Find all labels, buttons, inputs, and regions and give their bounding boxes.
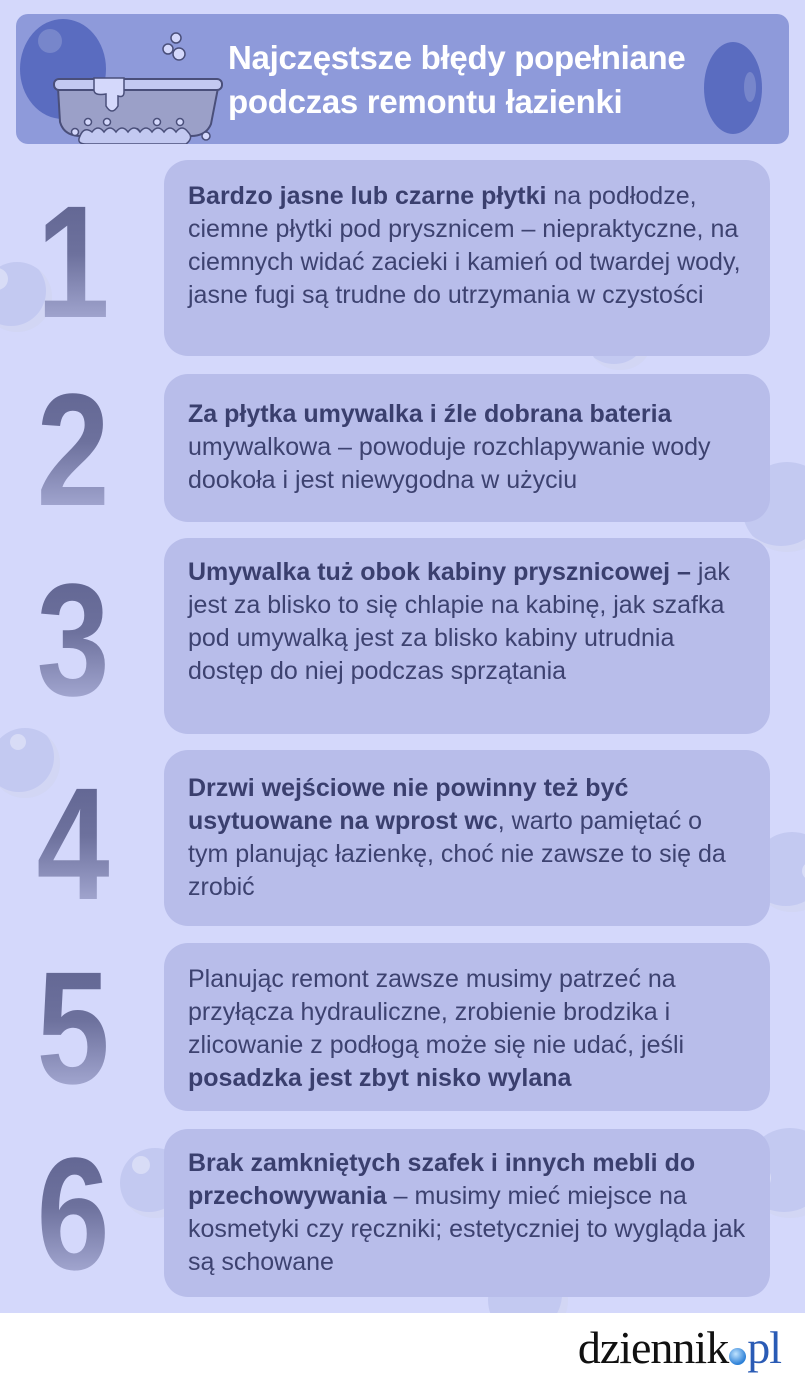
bathtub-icon bbox=[36, 24, 226, 144]
item-number: 3 bbox=[28, 560, 118, 720]
item-number: 2 bbox=[28, 370, 118, 530]
item-text: umywalkowa – powoduje rozchlapywanie wody dookoła i jest niewygodna w użyciu bbox=[188, 433, 711, 494]
item-text: , warto pamiętać o tym planując łazienkę, choć nie zawsze to się da zrobić bbox=[188, 807, 726, 901]
item-number: 1 bbox=[28, 182, 118, 342]
item-card bbox=[164, 160, 770, 356]
item-text: – musimy mieć miejsce na kosmetyki czy ręczniki; estetyczniej to wygląda jak są schowane bbox=[188, 1182, 746, 1276]
item-card bbox=[164, 750, 770, 926]
item-bold-text: Za płytka umywalka i źle dobrana bateria bbox=[188, 400, 672, 428]
item-bold-text: Umywalka tuż obok kabiny prysznicowej – bbox=[188, 558, 691, 586]
item-card bbox=[164, 538, 770, 734]
header-banner bbox=[16, 14, 789, 144]
item-bold-text: posadzka jest zbyt nisko wylana bbox=[188, 1064, 572, 1092]
title-line-1: Najczęstsze błędy popełniane bbox=[228, 39, 686, 76]
item-text: na podłodze, ciemne płytki pod prysznicem – niepraktyczne, na ciemnych widać zacieki i kamień od twardej wody, jasne fugi są trudne do utrzymania w czystości bbox=[188, 182, 741, 309]
item-card bbox=[164, 1129, 770, 1297]
item-card bbox=[164, 943, 770, 1111]
logo-tld: pl bbox=[747, 1322, 781, 1373]
bubble-decoration bbox=[704, 42, 762, 134]
item-bold-text: Brak zamkniętych szafek i innych mebli do przechowywania bbox=[188, 1149, 696, 1210]
globe-icon bbox=[729, 1348, 746, 1365]
item-bold-text: Drzwi wejściowe nie powinny też być usytuowane na wprost wc bbox=[188, 774, 629, 835]
item-text: Planując remont zawsze musimy patrzeć na przyłącza hydrauliczne, zrobienie brodzika i zlicowanie z podłogą może się nie udać, jeśli bbox=[188, 965, 685, 1059]
item-card bbox=[164, 374, 770, 522]
item-number: 6 bbox=[28, 1134, 118, 1294]
item-number: 4 bbox=[28, 764, 118, 924]
dziennik-logo[interactable] bbox=[578, 1321, 781, 1374]
item-bold-text: Bardzo jasne lub czarne płytki bbox=[188, 182, 547, 210]
footer bbox=[0, 1313, 805, 1383]
page-title bbox=[228, 36, 685, 124]
item-number: 5 bbox=[28, 948, 118, 1108]
logo-text: dziennik bbox=[577, 1322, 729, 1373]
title-line-2: podczas remontu łazienki bbox=[228, 83, 623, 120]
item-text: jak jest za blisko to się chlapie na kabinę, jak szafka pod umywalką jest za blisko kabiny utrudnia dostęp do niej podczas sprzątania bbox=[188, 558, 730, 685]
